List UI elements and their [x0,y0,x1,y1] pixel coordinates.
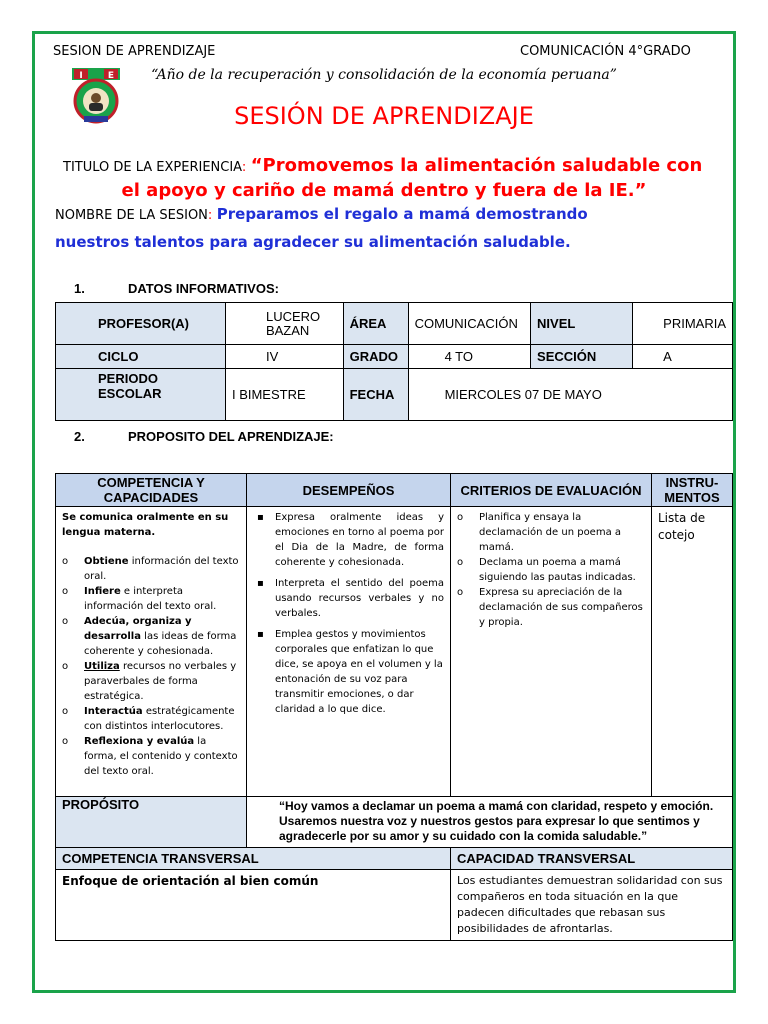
competencia-transversal-label: COMPETENCIA TRANSVERSAL [56,848,451,870]
list-item: o Utiliza recursos no verbales y paraverbales de forma estratégica. [62,661,237,702]
square-bullet-icon: ▪ [257,578,264,589]
datos-table [55,302,733,421]
ciclo-label: CICLO [56,345,226,369]
circle-bullet-icon: o [62,616,69,627]
list-item: o Expresa su apreciación de la declamación de sus compañeros y propia. [457,587,643,628]
header-desempenos: DESEMPEÑOS [247,474,451,507]
square-bullet-icon: ▪ [257,512,264,523]
list-item: o Declama un poema a mamá siguiendo las pautas indicadas. [457,557,636,583]
proposito-text: “Hoy vamos a declamar un poema a mamá con claridad, respeto y emoción. Usaremos nuestra voz y nuestros gestos para expresar lo que sentimos y agradecerle por su amor y su cuidado con la comida saludable.” [247,797,733,848]
list-item: o Planifica y ensaya la declamación de un poema a mamá. [457,512,622,553]
header-right: COMUNICACIÓN 4°GRADO [520,44,691,59]
seccion-label: SECCIÓN [531,345,633,369]
header-competencia: COMPETENCIA Y CAPACIDADES [56,474,247,507]
page-title: SESIÓN DE APRENDIZAJE [234,102,534,130]
circle-bullet-icon: o [457,557,464,568]
circle-bullet-icon: o [62,556,69,567]
grado-label: GRADO [343,345,408,369]
instrumento-cell: Lista de cotejo [652,507,733,797]
circle-bullet-icon: o [457,587,464,598]
experience-title-2: el apoyo y cariño de mamá dentro y fuera de la IE.” [121,180,647,201]
ciclo-value: IV [225,345,343,369]
area-label: ÁREA [343,303,408,345]
circle-bullet-icon: o [62,586,69,597]
section-2-number: 2. [74,429,85,444]
circle-bullet-icon: o [62,661,69,672]
list-item: o Interactúa estratégicamente con distintos interlocutores. [62,706,235,732]
seccion-value: A [633,345,733,369]
enfoque-text: Los estudiantes demuestran solidaridad con sus compañeros en toda situación en la que padecen dificultades que rebasan sus posibilidades de afrontarlas. [451,870,733,941]
periodo-value: I BIMESTRE [225,369,343,421]
nivel-value: PRIMARIA [633,303,733,345]
header-instrumentos: INSTRU- MENTOS [652,474,733,507]
fecha-label: FECHA [343,369,408,421]
section-2-title: PROPOSITO DEL APRENDIZAJE: [128,429,334,444]
session-label: NOMBRE DE LA SESION [55,208,208,223]
proposito-table [55,473,733,941]
enfoque-label: Enfoque de orientación al bien común [56,870,451,941]
list-item: o Reflexiona y evalúa la forma, el contenido y contexto del texto oral. [62,736,238,777]
header-criterios: CRITERIOS DE EVALUACIÓN [451,474,652,507]
session-title-1: Preparamos el regalo a mamá demostrando [216,205,588,223]
competencia-cell [56,507,247,797]
svg-text:I: I [79,71,83,81]
session-line-1 [55,205,755,224]
criterios-list [457,510,645,630]
competencia-title: Se comunica oralmente en su lengua materna. [62,512,229,538]
session-title-2: nuestros talentos para agradecer su alimentación saludable. [55,233,571,251]
list-item: ▪ Emplea gestos y movimientos corporales que enfatizan lo que dice, se apoya en el volumen y la entonación de su voz para transmitir emociones, o dar claridad a lo que dice. [257,629,443,715]
list-item: ▪ Expresa oralmente ideas y emociones en torno al poema por el Dia de la Madre, de forma coherente y cohesionada. [257,512,444,568]
list-item: o Adecúa, organiza y desarrolla las ideas de forma coherente y cohesionada. [62,616,237,657]
motto: “Año de la recuperación y consolidación de la economía peruana” [151,67,617,83]
fecha-value: MIERCOLES 07 DE MAYO [408,369,732,421]
experience-title-1: “Promovemos la alimentación saludable con [250,155,703,176]
list-item: o Obtiene información del texto oral. [62,556,239,582]
criterios-cell [451,507,652,797]
section-1-title: DATOS INFORMATIVOS: [128,281,279,296]
experience-line-1 [63,155,743,179]
nivel-label: NIVEL [531,303,633,345]
circle-bullet-icon: o [62,706,69,717]
area-value: COMUNICACIÓN [408,303,530,345]
desempenos-cell [247,507,451,797]
circle-bullet-icon: o [62,736,69,747]
capacidad-transversal-label: CAPACIDAD TRANSVERSAL [451,848,733,870]
square-bullet-icon: ▪ [257,629,264,640]
profesor-label: PROFESOR(A) [56,303,226,345]
profesor-value: LUCERO BAZAN [225,303,343,345]
circle-bullet-icon: o [457,512,464,523]
session-colon: : [207,208,213,223]
experience-label: TITULO DE LA EXPERIENCIA [63,160,242,175]
section-1-number: 1. [74,281,85,296]
list-item: ▪ Interpreta el sentido del poema usando recursos verbales y no verbales. [257,578,444,619]
capacidades-list [62,554,240,779]
desempenos-list [253,510,444,717]
experience-colon: : [241,160,247,175]
grado-value: 4 TO [408,345,530,369]
list-item: o Infiere e interpreta información del texto oral. [62,586,217,612]
header-left: SESION DE APRENDIZAJE [53,44,216,59]
proposito-label: PROPÓSITO [56,797,247,848]
periodo-label: PERIODO ESCOLAR [56,369,226,421]
svg-text:E: E [107,71,115,81]
